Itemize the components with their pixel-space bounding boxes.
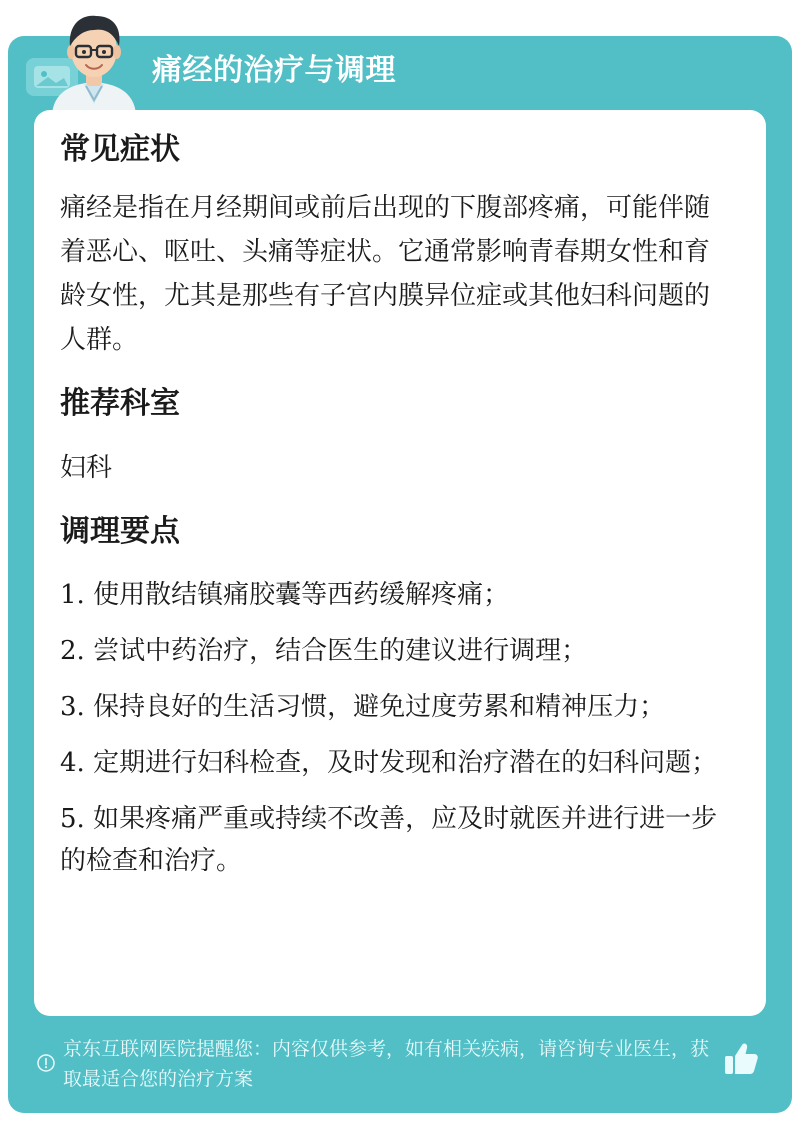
- care-heading: 调理要点: [60, 514, 180, 549]
- symptoms-text: 痛经是指在月经期间或前后出现的下腹部疼痛，可能伴随着恶心、呕吐、头痛等症状。它通常影响青春期女性和育龄女性，尤其是那些有子宫内膜异位症或其他妇科问题的人群。: [60, 193, 711, 355]
- list-item-text: 定期进行妇科检查，及时发现和治疗潜在的妇科问题；: [93, 748, 718, 778]
- content-card: [34, 110, 766, 1016]
- info-circle-icon: [36, 1053, 56, 1073]
- symptoms-heading: 常见症状: [60, 132, 180, 167]
- list-item: [60, 742, 730, 784]
- list-item-text: 如果疼痛严重或持续不改善，应及时就医并进行进一步的检查和治疗。: [60, 804, 718, 876]
- card-content: [60, 130, 730, 882]
- list-item-number: 1.: [60, 580, 85, 610]
- list-item: [60, 686, 730, 728]
- list-item-number: 5.: [60, 804, 85, 834]
- department-heading: 推荐科室: [60, 386, 180, 421]
- list-item: [60, 630, 730, 672]
- list-item-number: 3.: [60, 692, 85, 722]
- list-item-text: 保持良好的生活习惯，避免过度劳累和精神压力；: [93, 692, 666, 722]
- doctor-avatar: [44, 8, 144, 114]
- list-item: [60, 574, 730, 616]
- list-item-text: 尝试中药治疗，结合医生的建议进行调理；: [93, 636, 588, 666]
- list-item-number: 4.: [60, 748, 85, 778]
- page-title: 痛经的治疗与调理: [152, 53, 396, 88]
- care-list: [60, 574, 730, 882]
- list-item-text: 使用散结镇痛胶囊等西药缓解疼痛；: [93, 580, 510, 610]
- thumbs-up-icon[interactable]: [722, 1040, 760, 1078]
- department-text: 妇科: [60, 453, 113, 483]
- disclaimer-text: 京东互联网医院提醒您：内容仅供参考，如有相关疾病，请咨询专业医生，获取最适合您的治疗方案: [63, 1038, 710, 1090]
- list-item-number: 2.: [60, 636, 85, 666]
- list-item: [60, 798, 730, 882]
